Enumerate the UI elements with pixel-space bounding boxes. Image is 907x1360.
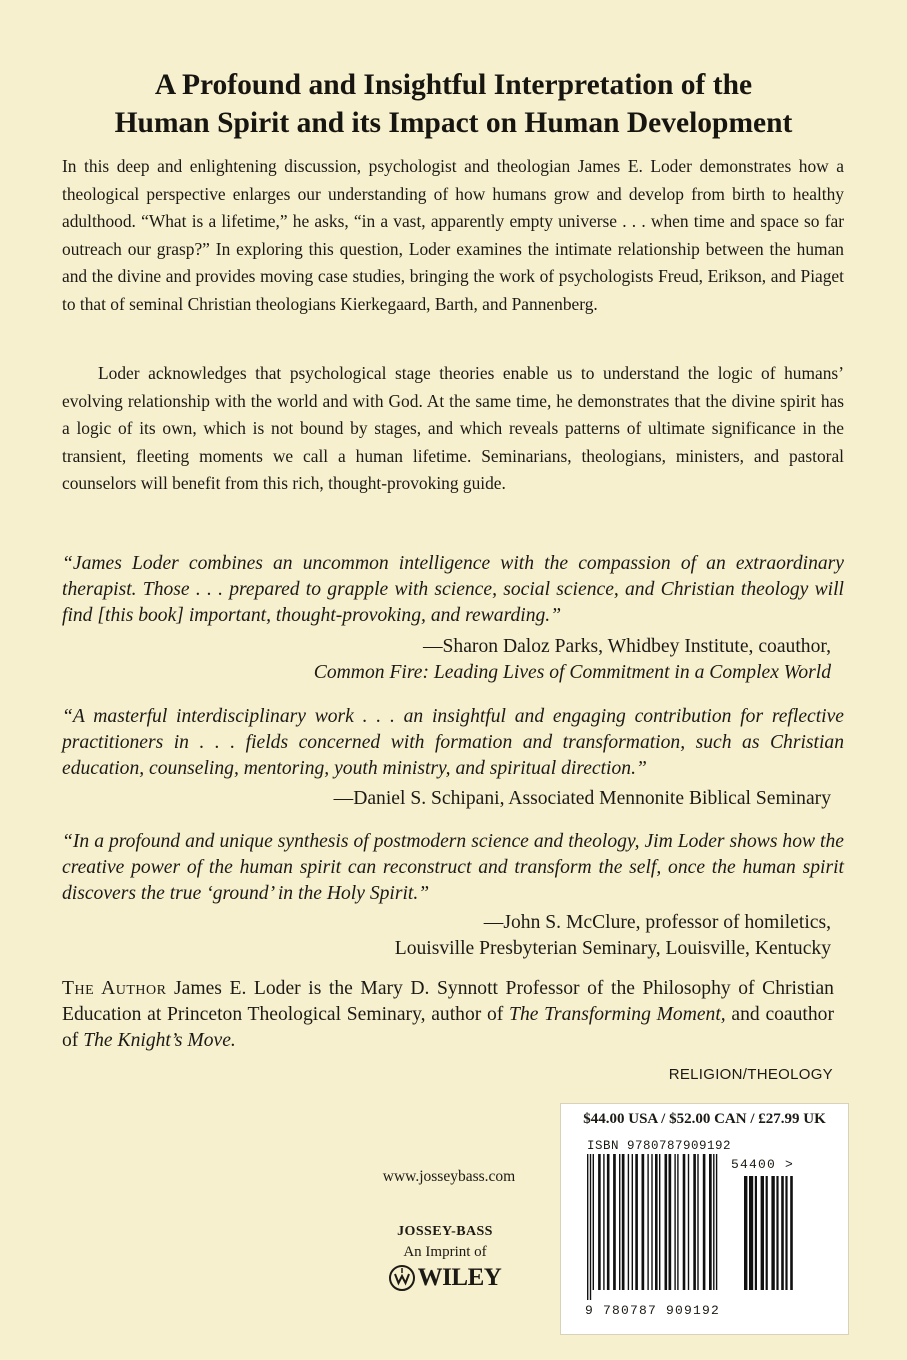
barcode-bar [590, 1154, 591, 1300]
price-addon-barcode [744, 1176, 824, 1300]
barcode-bar [703, 1154, 706, 1290]
author-book-2: The Knight’s Move. [83, 1030, 236, 1051]
barcode-bar [651, 1154, 652, 1290]
barcode-bar [655, 1154, 658, 1290]
barcode-bar [776, 1176, 778, 1290]
description-paragraph-2: Loder acknowledges that psychological stage theories enable us to understand the logic of humans’ evolving relationship with the world and with God. At the same time, he demonstrates that the divine spirit has a logic of its own, which is not bound by stages, and which reveals patterns of ultimate significance in the transient, fleeting moments we call a human lifetime. Seminarians, theologians, ministers, and pastoral counselors will benefit from this rich, thought-provoking guide. [62, 363, 844, 494]
endorsement-quote-1: “James Loder combines an uncommon intelligence with the compassion of an extraordinary therapist. Those . . . prepared to grapple with science, social science, and Christian theology will find [this book] important, thought-provoking, and rewarding.” [62, 553, 844, 626]
barcode-bar [603, 1154, 604, 1290]
barcode-bar [635, 1154, 638, 1290]
barcode-bar [693, 1154, 696, 1290]
barcode-bar [683, 1154, 686, 1290]
isbn-digits: 9 780787 909192 [585, 1303, 721, 1318]
author-text-1: James E. Loder is the Mary D. Synnott Professor of the Philosophy of Christian Education at Princeton Theological Seminary, author of [62, 978, 834, 1025]
barcode-panel [560, 1103, 849, 1335]
author-text-2: and coauthor of [62, 1004, 834, 1051]
barcode-bar [713, 1154, 714, 1290]
barcode-bar [749, 1176, 753, 1290]
barcode-bar [688, 1154, 689, 1290]
barcode-bar [677, 1154, 678, 1290]
barcode-bar [761, 1176, 764, 1290]
barcode-bar [669, 1154, 672, 1290]
barcode-bar [659, 1154, 660, 1290]
endorsement-quote-2: “A masterful interdisciplinary work . . . an insightful and engaging contribution for reflective practitioners in . . . fields concerned with formation and transformation, such as Christian education, counseling, mentoring, youth ministry, and spiritual direction.” [62, 706, 844, 779]
isbn-barcode [587, 1154, 731, 1300]
publisher-parent: WILEY [417, 1264, 502, 1291]
back-cover-heading [40, 66, 867, 142]
barcode-bar [632, 1154, 633, 1290]
endorsement-attribution-3 [111, 910, 831, 962]
barcode-bar [674, 1154, 675, 1290]
barcode-bar [716, 1154, 717, 1290]
endorsement-quote-3: “In a profound and unique synthesis of postmodern science and theology, Jim Loder shows how the creative power of the human spirit can reconstruct and transform the self, once the human spirit discovers the true ‘ground’ in the Holy Spirit.” [62, 831, 844, 904]
barcode-bar [755, 1176, 757, 1290]
barcode-bar [628, 1154, 629, 1290]
barcode-bar [785, 1176, 787, 1290]
publisher-block [370, 1222, 520, 1291]
attribution-3-line-2: Louisville Presbyterian Seminary, Louisville, Kentucky [394, 938, 831, 959]
endorsement-attribution-2: —Daniel S. Schipani, Associated Mennonite Biblical Seminary [333, 788, 831, 809]
attribution-3-line-1: —John S. McClure, professor of homiletics, [483, 912, 831, 933]
barcode-bar [607, 1154, 610, 1290]
endorsement-attribution-1 [111, 634, 831, 686]
author-label: The Author [62, 978, 167, 999]
publisher-website: www.josseybass.com [382, 1168, 516, 1185]
description-paragraph-1: In this deep and enlightening discussion, psychologist and theologian James E. Loder demonstrates how a theological perspective enlarges our understanding of how humans grow and develop from birth to healthy adulthood. “What is a lifetime,” he asks, “in a vast, apparently empty universe . . . when time and space so far outreach our grasp?” In exploring this question, Loder examines the intimate relationship between the human and the divine and provides moving case studies, bringing the work of psychologists Freud, Erikson, and Piaget to that of seminal Christian theologians Kierkegaard, Barth, and Pannenberg. [62, 156, 844, 314]
isbn-label: ISBN 9780787909192 [587, 1139, 732, 1153]
barcode-bar [744, 1176, 747, 1290]
barcode-bar [598, 1154, 601, 1290]
barcode-bar [587, 1154, 588, 1300]
heading-line-1: A Profound and Insightful Interpretation of the [154, 69, 753, 101]
publisher-name: JOSSEY-BASS [397, 1224, 493, 1239]
barcode-bar [766, 1176, 768, 1290]
author-book-1: The Transforming Moment, [509, 1004, 726, 1025]
about-the-author [62, 976, 834, 1054]
wiley-logo [370, 1265, 520, 1291]
attribution-1-line-1: —Sharon Daloz Parks, Whidbey Institute, coauthor, [422, 636, 831, 657]
barcode-bar [697, 1154, 698, 1290]
barcode-bar [647, 1154, 648, 1290]
heading-line-2: Human Spirit and its Impact on Human Development [114, 107, 793, 139]
barcode-bar [613, 1154, 616, 1290]
barcode-bar [642, 1154, 645, 1290]
price-code: 54400 > [731, 1157, 795, 1172]
barcode-bar [709, 1154, 712, 1290]
publisher-imprint: An Imprint of [403, 1244, 487, 1260]
price-line: $44.00 USA / $52.00 CAN / £27.99 UK [583, 1111, 826, 1127]
wiley-emblem-icon [389, 1265, 415, 1291]
attribution-1-line-2: Common Fire: Leading Lives of Commitment in a Complex World [313, 662, 831, 683]
barcode-bar [790, 1176, 793, 1290]
barcode-bar [665, 1154, 668, 1290]
barcode-bar [593, 1154, 594, 1290]
barcode-bar [781, 1176, 784, 1290]
barcode-bar [771, 1176, 774, 1290]
barcode-bar [622, 1154, 625, 1290]
barcode-bar [619, 1154, 620, 1290]
category-label: RELIGION/THEOLOGY [668, 1066, 833, 1083]
